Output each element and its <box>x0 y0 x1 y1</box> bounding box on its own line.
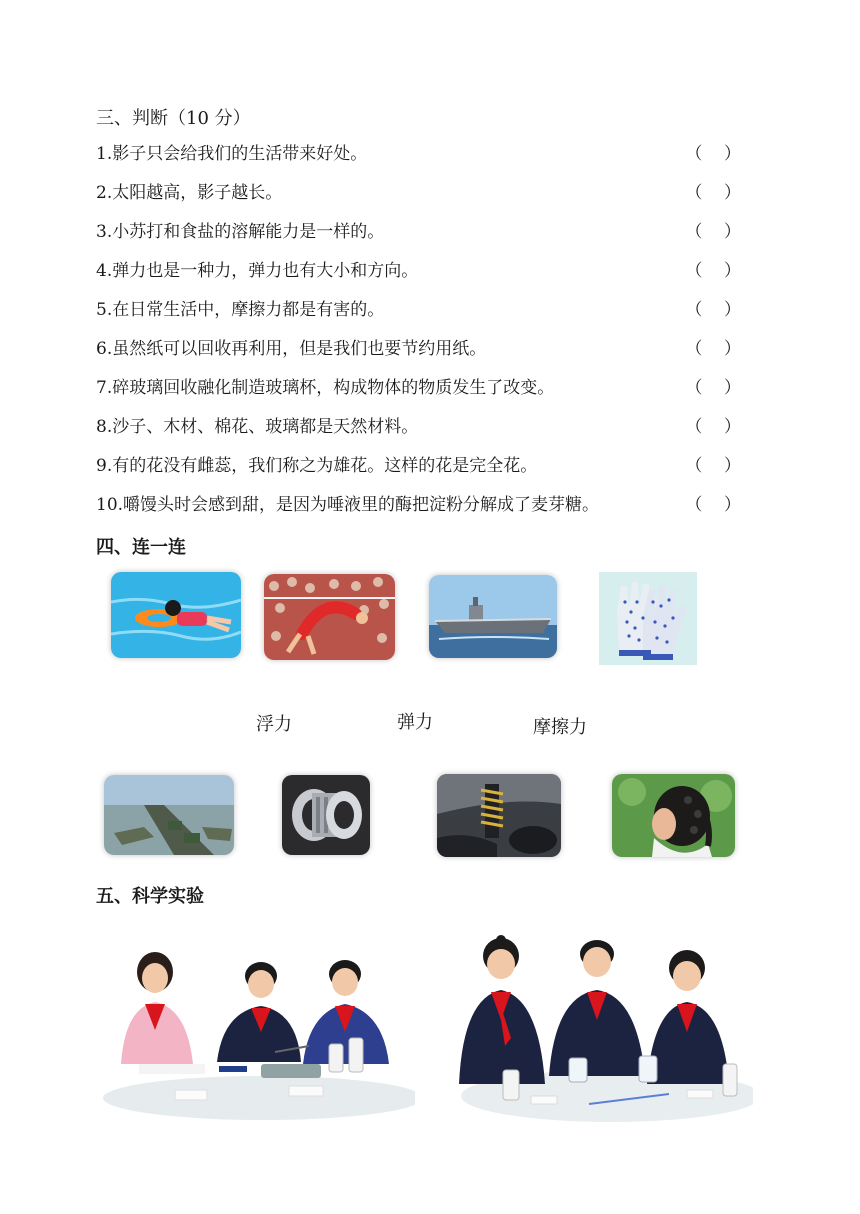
question-text: 7.碎玻璃回收融化制造玻璃杯，构成物体的物质发生了改变。 <box>96 378 555 398</box>
answer-blank[interactable]: （ ） <box>685 456 741 476</box>
answer-blank[interactable]: （ ） <box>685 339 741 359</box>
question-text: 4.弹力也是一种力，弹力也有大小和方向。 <box>96 261 419 281</box>
high-jump-icon[interactable] <box>264 574 395 660</box>
section5-title: 五、科学实验 <box>96 886 204 907</box>
force-label-elastic[interactable]: 弹力 <box>397 712 433 733</box>
swimming-ring-icon[interactable] <box>111 572 241 658</box>
judgement-item-8 <box>96 414 741 440</box>
aircraft-carrier-icon[interactable] <box>429 575 557 658</box>
answer-blank[interactable]: （ ） <box>685 144 741 164</box>
answer-blank[interactable]: （ ） <box>685 378 741 398</box>
answer-blank[interactable]: （ ） <box>685 300 741 320</box>
students-dissolving-photo <box>451 934 753 1126</box>
question-text: 9.有的花没有雌蕊，我们称之为雄花。这样的花是完全花。 <box>96 456 538 476</box>
question-text: 1.影子只会给我们的生活带来好处。 <box>96 144 368 164</box>
judgement-item-10 <box>96 492 741 518</box>
shock-absorber-icon[interactable] <box>437 774 561 857</box>
question-text: 8.沙子、木材、棉花、玻璃都是天然材料。 <box>96 417 419 437</box>
judgement-item-6 <box>96 336 741 362</box>
students-weighing-photo <box>93 946 415 1124</box>
question-text: 5.在日常生活中，摩擦力都是有害的。 <box>96 300 385 320</box>
answer-blank[interactable]: （ ） <box>685 495 741 515</box>
judgement-item-9 <box>96 453 741 479</box>
answer-blank[interactable]: （ ） <box>685 183 741 203</box>
judgement-item-4 <box>96 258 741 284</box>
hair-tie-icon[interactable] <box>612 774 735 857</box>
force-label-buoyancy[interactable]: 浮力 <box>256 714 292 735</box>
force-label-friction[interactable]: 摩擦力 <box>533 717 587 738</box>
question-text: 10.嚼馒头时会感到甜，是因为唾液里的酶把淀粉分解成了麦芽糖。 <box>96 495 600 515</box>
question-text: 6.虽然纸可以回收再利用，但是我们也要节约用纸。 <box>96 339 487 359</box>
judgement-item-5 <box>96 297 741 323</box>
pontoon-bridge-icon[interactable] <box>104 775 234 855</box>
answer-blank[interactable]: （ ） <box>685 261 741 281</box>
answer-blank[interactable]: （ ） <box>685 417 741 437</box>
question-text: 2.太阳越高，影子越长。 <box>96 183 283 203</box>
bearing-icon[interactable] <box>282 775 370 855</box>
judgement-item-2 <box>96 180 741 206</box>
section4-title: 四、连一连 <box>96 537 186 558</box>
judgement-item-1 <box>96 141 741 167</box>
judgement-item-3 <box>96 219 741 245</box>
judgement-item-7 <box>96 375 741 401</box>
section3-title: 三、判断（10 分） <box>96 108 251 129</box>
answer-blank[interactable]: （ ） <box>685 222 741 242</box>
question-text: 3.小苏打和食盐的溶解能力是一样的。 <box>96 222 385 242</box>
grip-gloves-icon[interactable] <box>599 572 697 665</box>
